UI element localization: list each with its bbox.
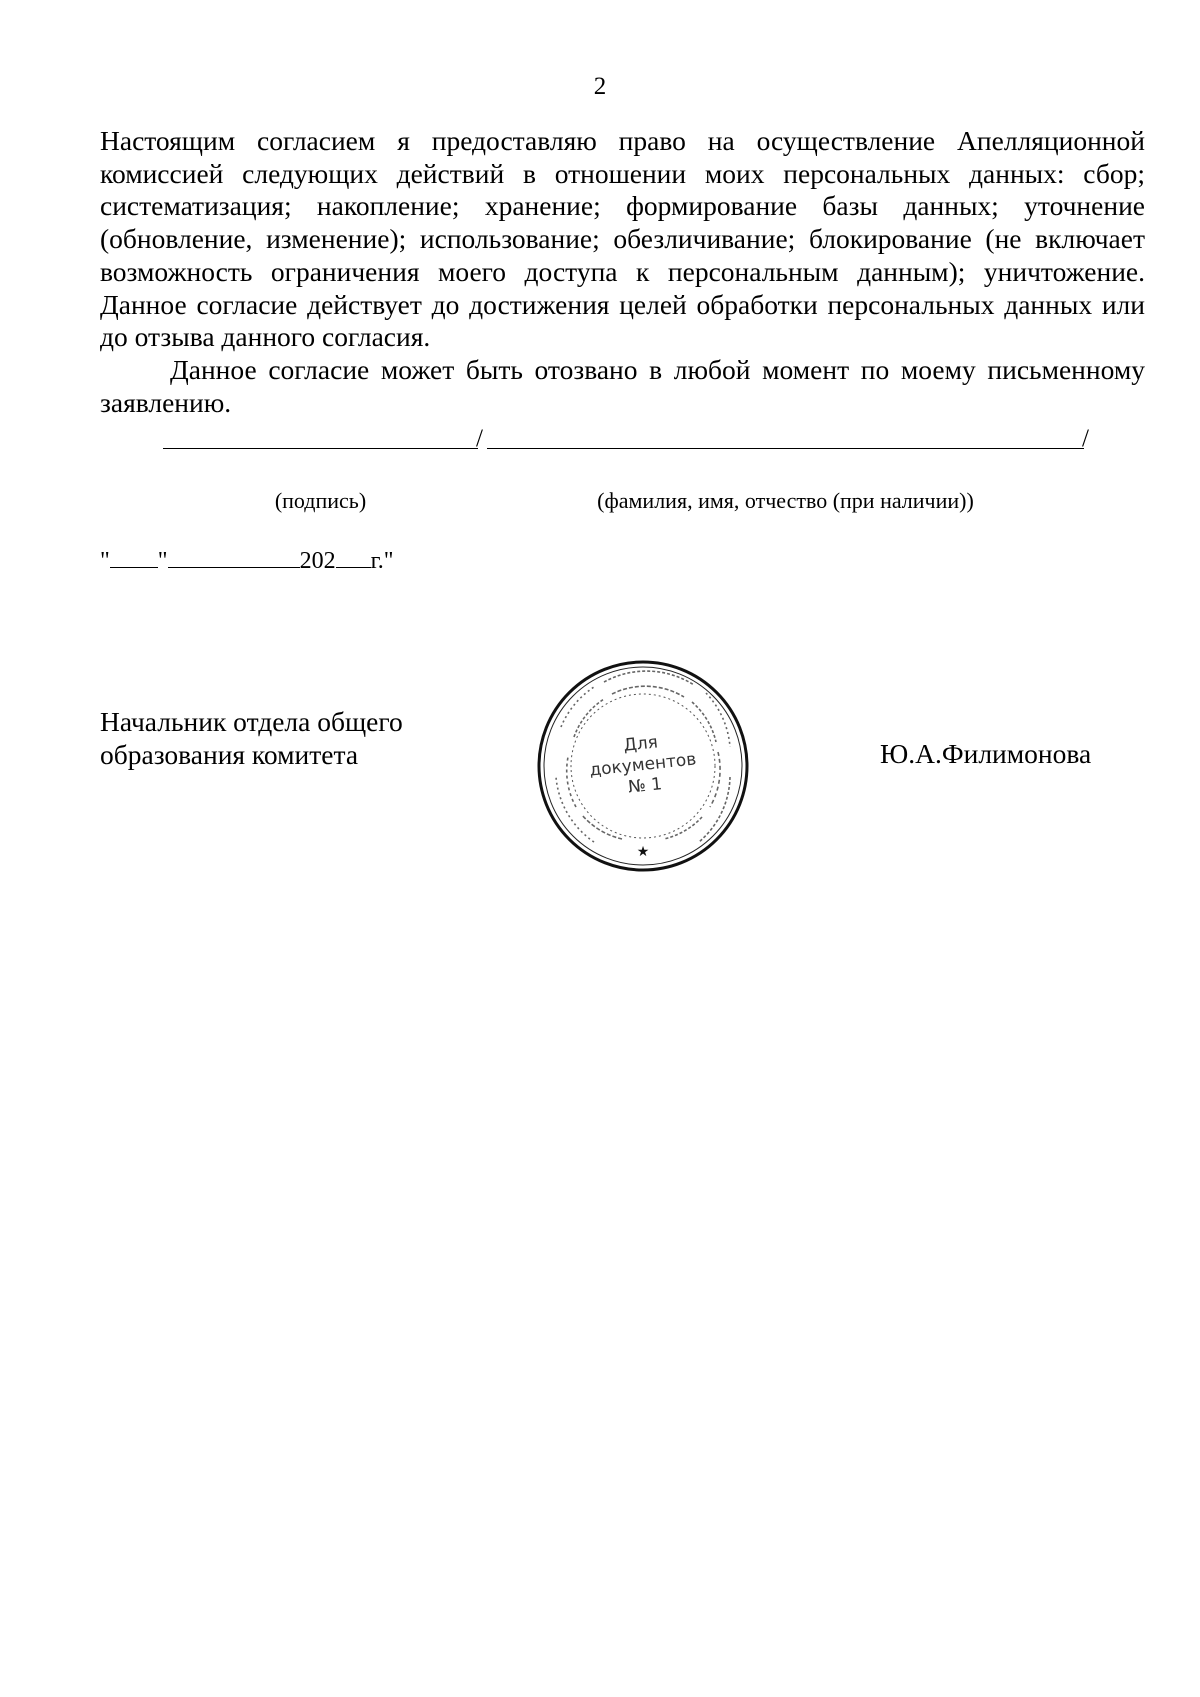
page-number: 2 <box>593 73 607 100</box>
date-mid-quote: " <box>157 548 168 574</box>
date-open-quote: " <box>100 548 110 574</box>
position-line-2: образования комитета <box>100 739 359 770</box>
month-blank <box>168 545 300 568</box>
consent-paragraph-2: Данное согласие может быть отозвано в любой момент по моему письменному заявлению. <box>100 353 1145 418</box>
year-suffix: г." <box>370 548 394 574</box>
svg-text:★: ★ <box>636 845 650 860</box>
separator-slash: / <box>476 425 483 452</box>
full-name-caption: (фамилия, имя, отчество (при наличии)) <box>597 488 974 513</box>
separator-slash: / <box>1082 425 1089 452</box>
year-blank <box>336 545 371 568</box>
official-stamp-icon <box>534 657 752 875</box>
day-blank <box>110 545 158 568</box>
consent-text <box>100 125 1145 419</box>
signature-blank-line <box>163 448 478 449</box>
full-name-blank-line <box>487 448 1084 449</box>
stamp-text-line: № 1 <box>627 774 663 798</box>
signatory-position <box>100 705 403 771</box>
date-line <box>100 545 394 576</box>
consent-paragraph-1: Настоящим согласием я предоставляю право на осуществление Апелляционной комиссией следующих действий в отношении моих персональных данных: сбор; систематизация; накопление; хранение; формирование базы данных; уточнение (обновление, изменение); использование; обезличивание; блокирование (не включает возможность ограничения моего доступа к персональным данным); уничтожение. Данное согласие действует до достижения целей обработки персональных данных или до отзыва данного согласия. <box>100 125 1145 353</box>
position-line-1: Начальник отдела общего <box>100 706 403 737</box>
stamp-text-line: документов <box>588 749 698 781</box>
signature-caption: (подпись) <box>274 488 367 513</box>
stamp-text-line: Для <box>622 732 659 756</box>
year-prefix: 202 <box>299 548 336 574</box>
signatory-name: Ю.А.Филимонова <box>880 738 1092 769</box>
